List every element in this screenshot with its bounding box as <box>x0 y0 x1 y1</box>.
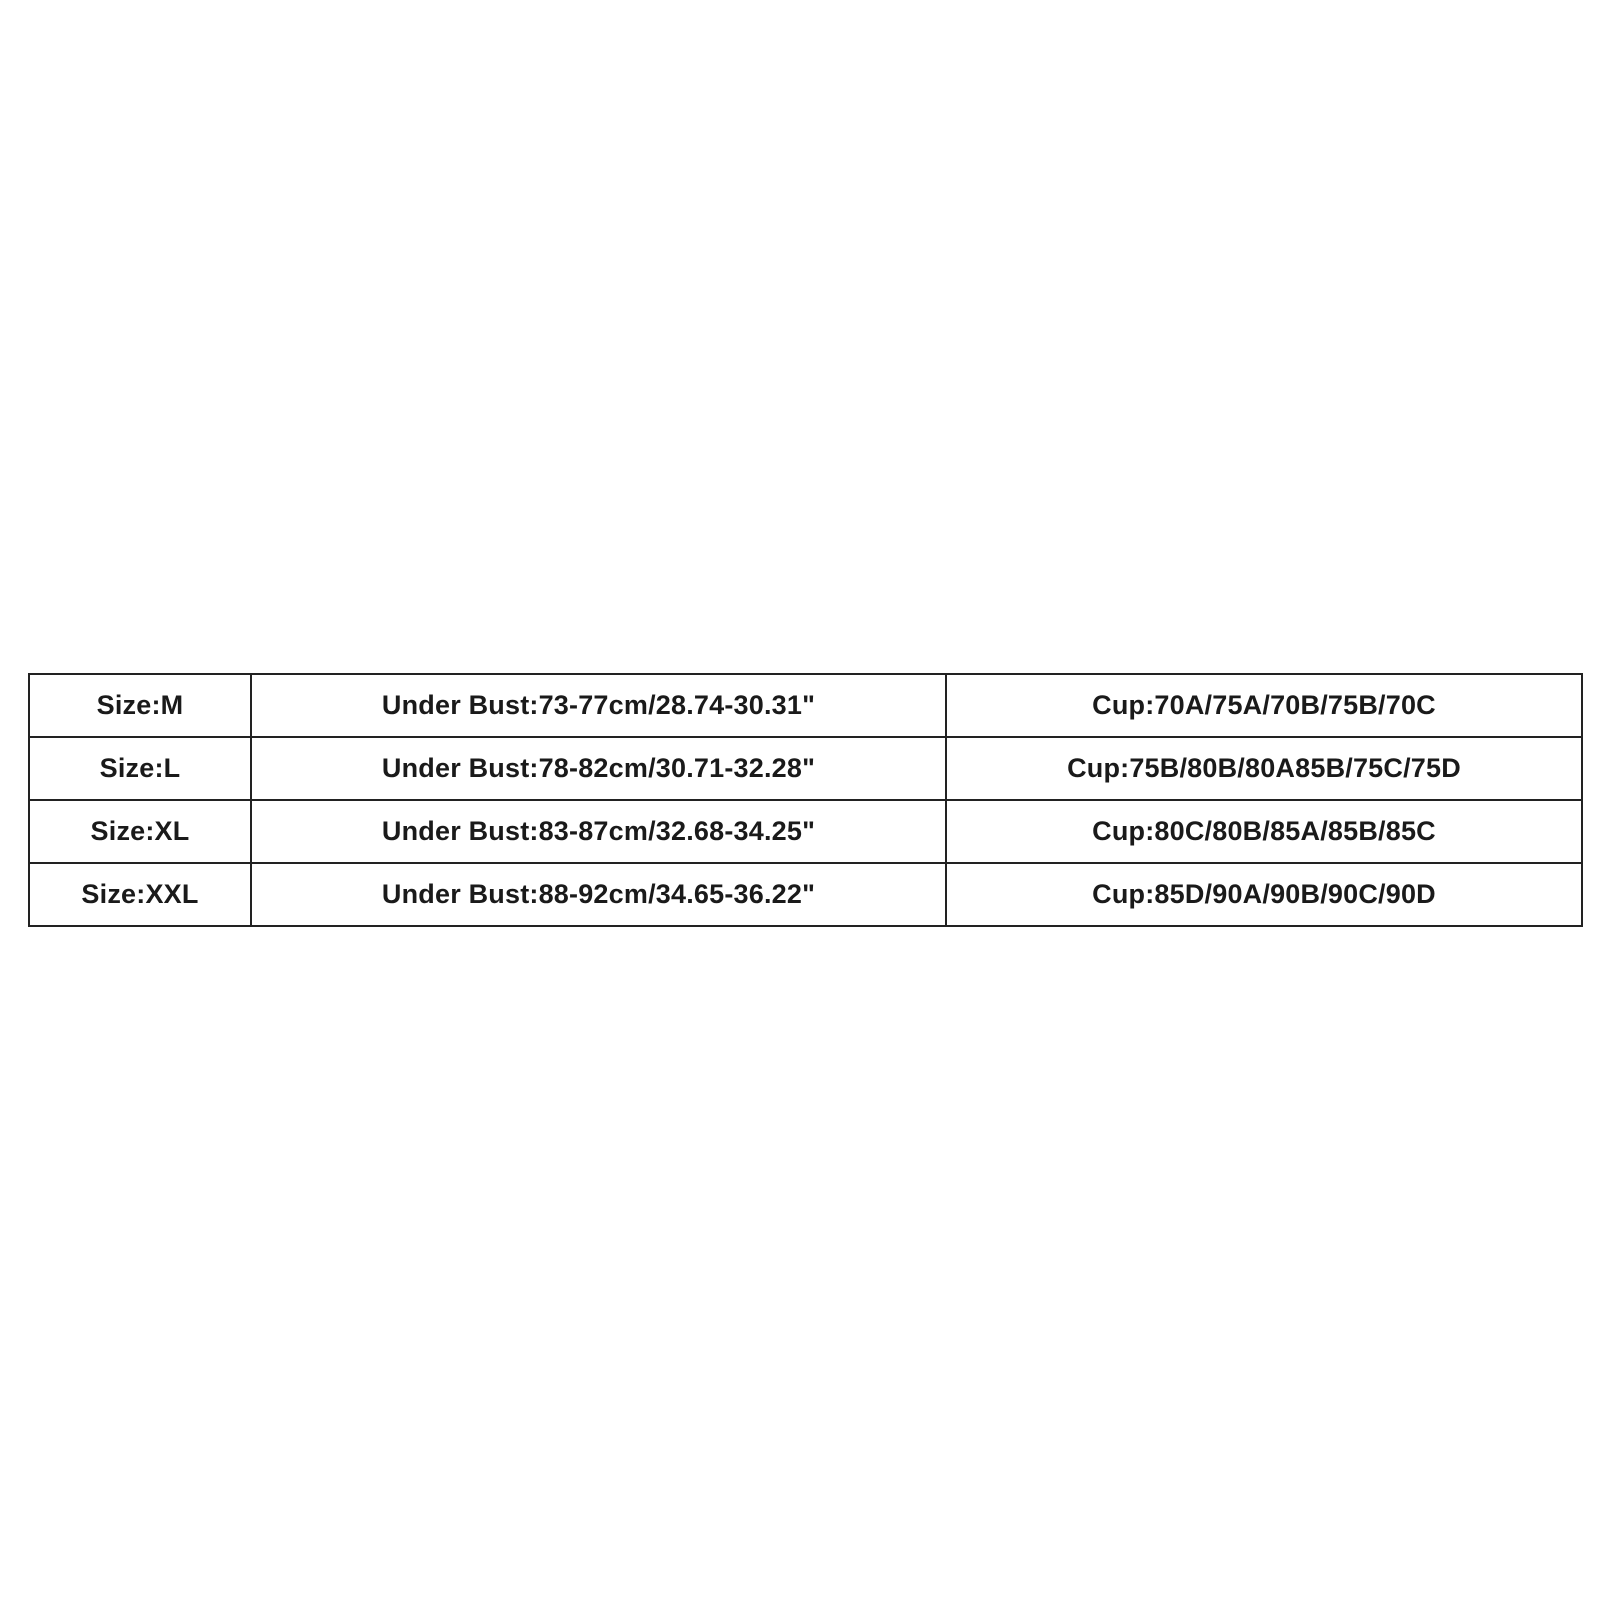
cup-cell: Cup:70A/75A/70B/75B/70C <box>946 674 1582 737</box>
table-row <box>29 674 1582 737</box>
table-row <box>29 737 1582 800</box>
size-cell: Size:M <box>29 674 251 737</box>
cup-cell: Cup:75B/80B/80A85B/75C/75D <box>946 737 1582 800</box>
table-row <box>29 863 1582 926</box>
size-cell: Size:L <box>29 737 251 800</box>
under-bust-cell: Under Bust:88-92cm/34.65-36.22" <box>251 863 946 926</box>
under-bust-cell: Under Bust:73-77cm/28.74-30.31" <box>251 674 946 737</box>
size-chart-table <box>28 673 1583 927</box>
size-cell: Size:XL <box>29 800 251 863</box>
under-bust-cell: Under Bust:83-87cm/32.68-34.25" <box>251 800 946 863</box>
under-bust-cell: Under Bust:78-82cm/30.71-32.28" <box>251 737 946 800</box>
size-cell: Size:XXL <box>29 863 251 926</box>
cup-cell: Cup:85D/90A/90B/90C/90D <box>946 863 1582 926</box>
table-row <box>29 800 1582 863</box>
cup-cell: Cup:80C/80B/85A/85B/85C <box>946 800 1582 863</box>
